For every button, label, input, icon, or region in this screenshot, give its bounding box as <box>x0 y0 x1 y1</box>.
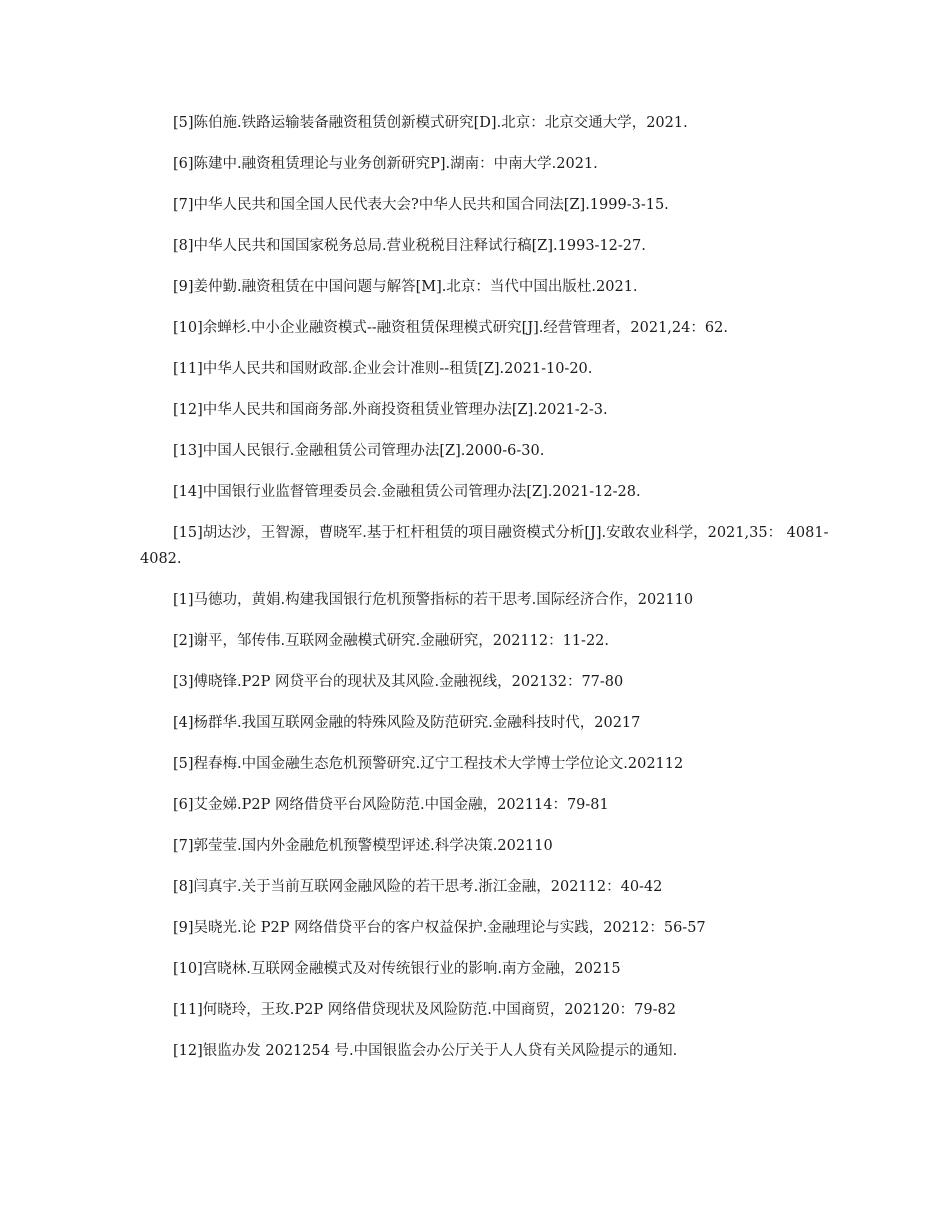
reference-item: [7]郭莹莹.国内外金融危机预警模型评述.科学决策.202110 <box>173 838 553 854</box>
reference-item: [3]傅晓锋.P2P 网贷平台的现状及其风险.金融视线，202132：77-80 <box>173 674 624 690</box>
reference-item: [5]程春梅.中国金融生态危机预警研究.辽宁工程技术大学博士学位论文.202112 <box>173 756 684 772</box>
reference-item: [12]银监办发 2021254 号.中国银监会办公厅关于人人贷有关风险提示的通知. <box>173 1043 678 1059</box>
reference-item: [13]中国人民银行.金融租赁公司管理办法[Z].2000-6-30. <box>173 443 545 459</box>
reference-list <box>140 110 830 1079</box>
reference-item: [7]中华人民共和国全国人民代表大会?中华人民共和国合同法[Z].1999-3-15. <box>173 197 669 213</box>
reference-item: [12]中华人民共和国商务部.外商投资租赁业管理办法[Z].2021-2-3. <box>173 402 608 418</box>
reference-item: [2]谢平，邹传伟.互联网金融模式研究.金融研究，202112：11-22. <box>173 633 610 649</box>
reference-item: [15]胡达沙，王智源，曹晓军.基于杠杆租赁的项目融资模式分析[J].安敢农业科学，2021,35： 4081-4082. <box>140 525 829 567</box>
reference-item: [8]中华人民共和国国家税务总局.营业税税目注释试行稿[Z].1993-12-27. <box>173 238 646 254</box>
reference-item: [5]陈伯施.铁路运输装备融资租赁创新模式研究[D].北京：北京交通大学，2021. <box>173 115 688 131</box>
reference-item: [10]宫晓林.互联网金融模式及对传统银行业的影响.南方金融，20215 <box>173 961 621 977</box>
reference-item: [9]吴晓光.论 P2P 网络借贷平台的客户权益保护.金融理论与实践，20212：56-57 <box>173 920 706 936</box>
reference-item: [6]陈建中.融资租赁理论与业务创新研究P].湖南：中南大学.2021. <box>173 156 598 172</box>
reference-item: [14]中国银行业监督管理委员会.金融租赁公司管理办法[Z].2021-12-28. <box>173 484 641 500</box>
reference-item: [11]中华人民共和国财政部.企业会计准则--租赁[Z].2021-10-20. <box>173 361 593 377</box>
reference-item: [6]艾金娣.P2P 网络借贷平台风险防范.中国金融，202114：79-81 <box>173 797 609 813</box>
reference-item: [10]余蝉杉.中小企业融资模式--融资租赁保理模式研究[J].经营管理者，2021,24：62. <box>173 320 728 336</box>
reference-item: [1]马德功，黄娟.构建我国银行危机预警指标的若干思考.国际经济合作，202110 <box>173 592 694 608</box>
reference-item: [4]杨群华.我国互联网金融的特殊风险及防范研究.金融科技时代，20217 <box>173 715 641 731</box>
reference-item: [11]何晓玲，王玫.P2P 网络借贷现状及风险防范.中国商贸，202120：79-82 <box>173 1002 676 1018</box>
reference-item: [8]闫真宇.关于当前互联网金融风险的若干思考.浙江金融，202112：40-42 <box>173 879 663 895</box>
reference-item: [9]姜仲勤.融资租赁在中国问题与解答[M].北京：当代中国出版杜.2021. <box>173 279 638 295</box>
